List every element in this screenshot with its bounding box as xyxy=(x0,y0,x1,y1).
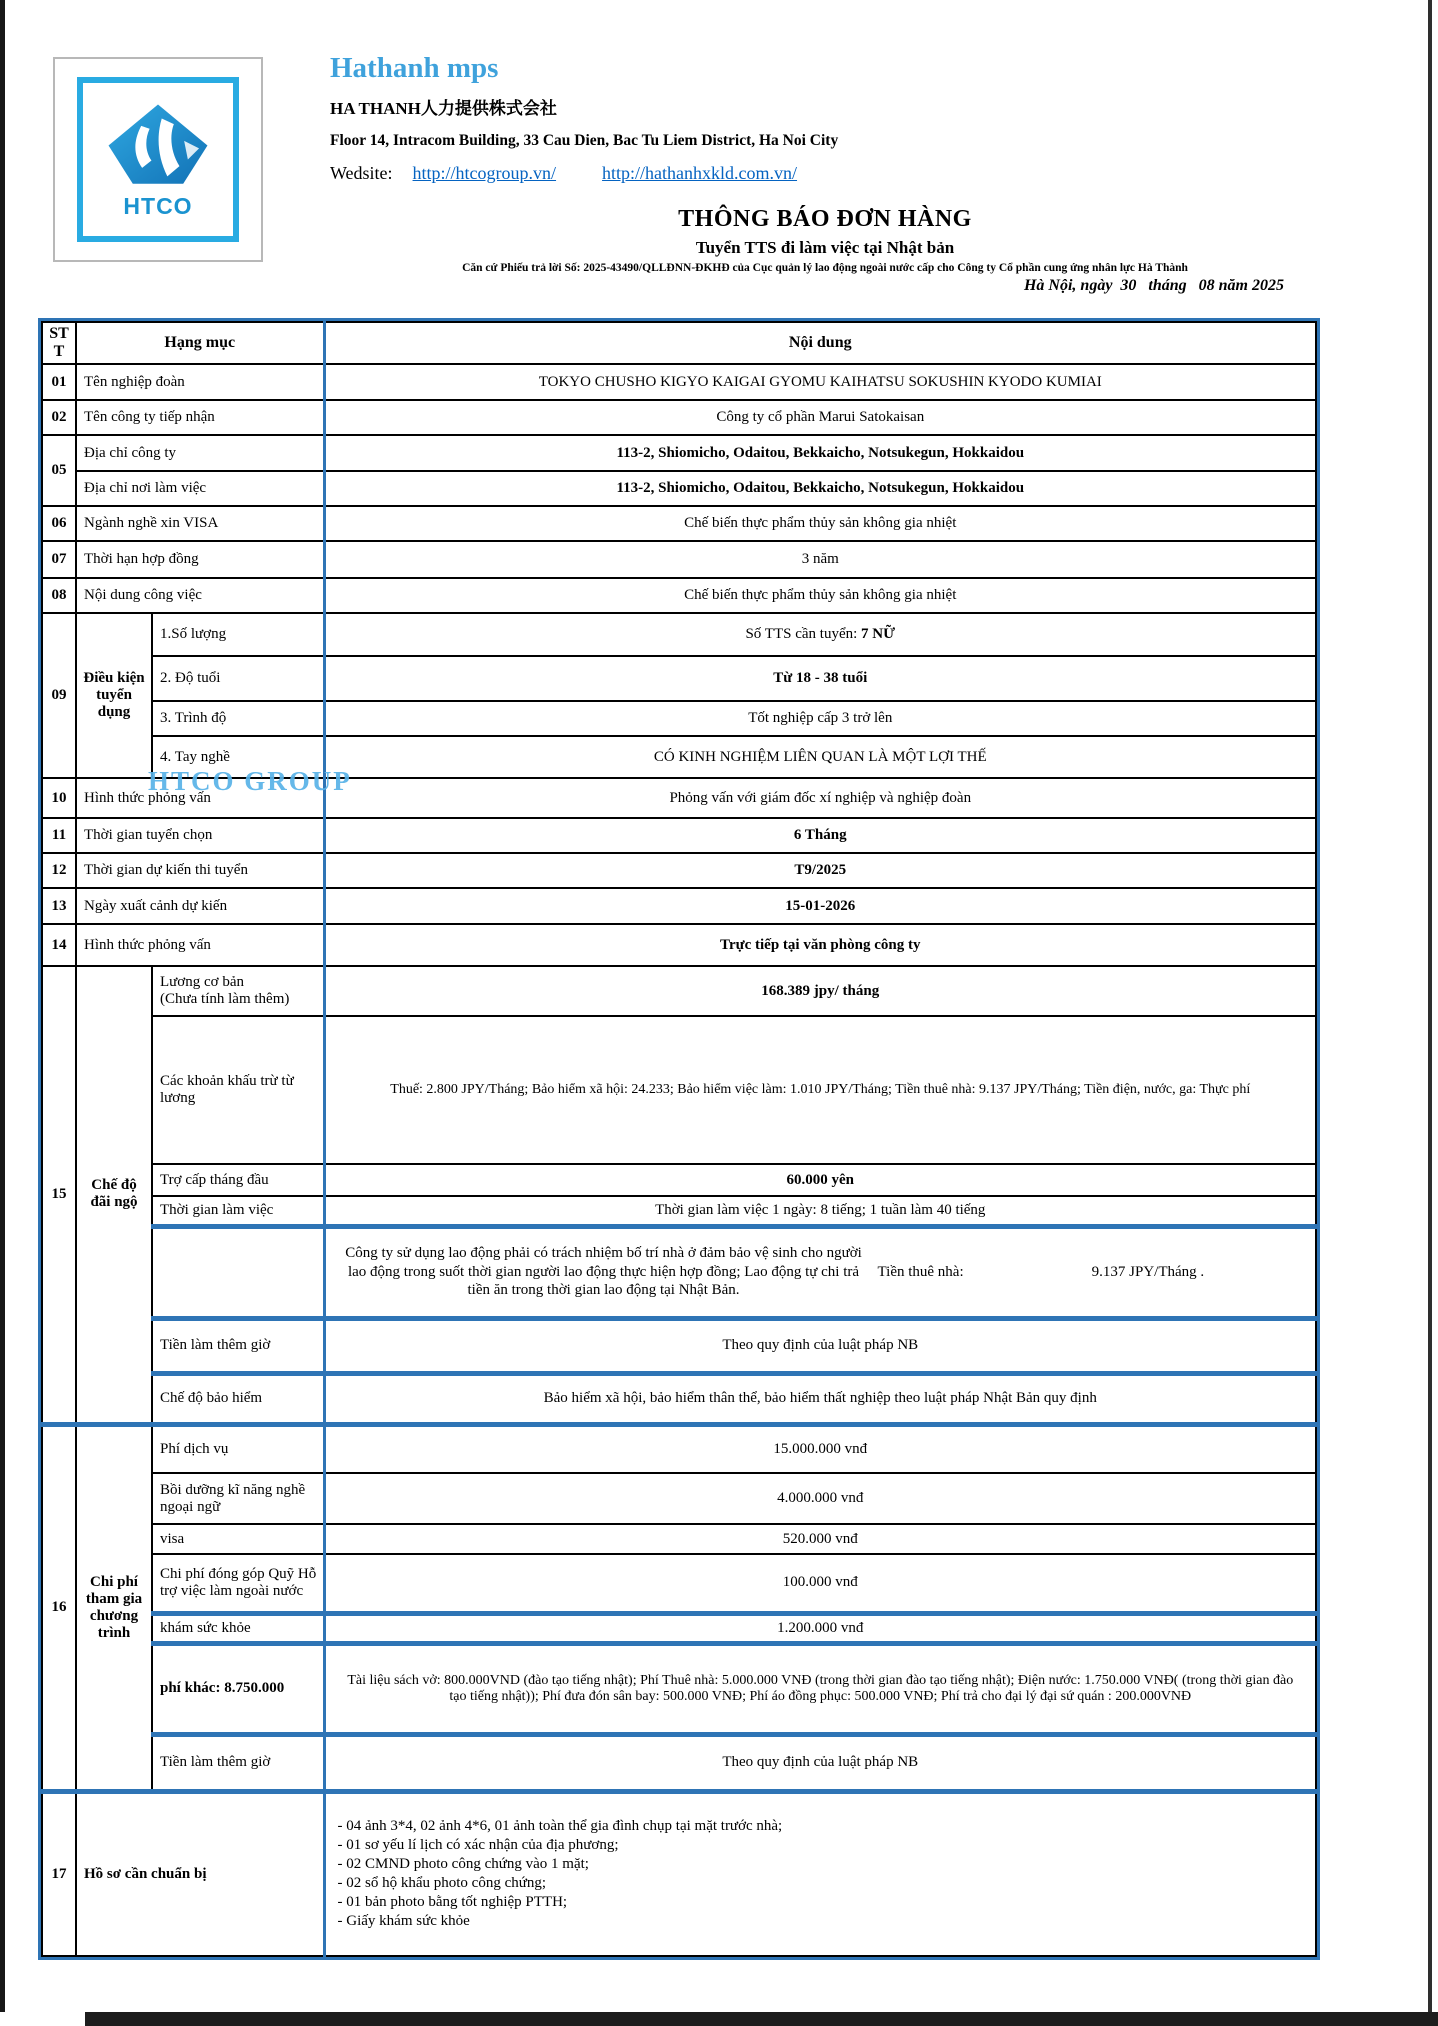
row-label: Ngày xuất cảnh dự kiến xyxy=(76,888,324,924)
table-row xyxy=(42,1643,1316,1734)
row-label: Tên công ty tiếp nhận xyxy=(76,400,324,435)
row-value: Chế biến thực phẩm thủy sản không gia nhiệt xyxy=(324,578,1316,613)
row-label: visa xyxy=(152,1524,324,1554)
list-item: - Giấy khám sức khỏe xyxy=(337,1913,470,1930)
label-line-2: (Chưa tính làm thêm) xyxy=(160,991,290,1007)
list-item: - 04 ảnh 3*4, 02 ảnh 4*6, 01 ảnh toàn thể gia đình chụp tại mặt trước nhà; xyxy=(337,1818,783,1835)
list-item: - 02 CMND photo công chứng vào 1 mặt; xyxy=(337,1856,589,1873)
row-value: Bảo hiểm xã hội, bảo hiểm thân thể, bảo hiểm thất nghiệp theo luật pháp Nhật Bản quy định xyxy=(324,1373,1316,1424)
row-label: Trợ cấp tháng đầu xyxy=(152,1164,324,1196)
page-bottom-bar xyxy=(85,2012,1438,2026)
row-label: Tên nghiệp đoàn xyxy=(76,364,324,400)
group-label: Chi phí tham gia chương trình xyxy=(76,1424,152,1791)
row-label: 3. Trình độ xyxy=(152,701,324,736)
row-value: TOKYO CHUSHO KIGYO KAIGAI GYOMU KAIHATSU SOKUSHIN KYODO KUMIAI xyxy=(324,364,1316,400)
reference-line: Căn cứ Phiếu trả lời Số: 2025-43490/QLLĐNN-ĐKHĐ của Cục quản lý lao động ngoài nước cấp cho Công ty Cổ phần cung ứng nhân lực Hà Thành xyxy=(462,262,1188,274)
row-label: Tiền làm thêm giờ xyxy=(152,1734,324,1791)
website-line xyxy=(330,163,838,184)
row-number: 12 xyxy=(42,853,76,888)
row-value: Từ 18 - 38 tuổi xyxy=(324,656,1316,701)
table-row xyxy=(42,818,1316,853)
row-value: Chế biến thực phẩm thủy sản không gia nhiệt xyxy=(324,506,1316,541)
row-label: 4. Tay nghề xyxy=(152,736,324,778)
row-value: 520.000 vnđ xyxy=(324,1524,1316,1554)
label-line-1: Lương cơ bản xyxy=(160,974,244,990)
row-label: Chi phí đóng góp Quỹ Hỗ trợ việc làm ngoài nước xyxy=(152,1554,324,1613)
table-row xyxy=(42,853,1316,888)
company-header xyxy=(330,54,838,184)
title-block xyxy=(330,206,1320,295)
row-label: khám sức khỏe xyxy=(152,1613,324,1643)
table-row xyxy=(42,1791,1316,1956)
table-row xyxy=(42,778,1316,818)
page-right-edge xyxy=(1428,0,1432,2012)
table-row xyxy=(42,435,1316,471)
date-line: Hà Nội, ngày 30 tháng 08 năm 2025 xyxy=(1023,277,1284,294)
housing-paragraph: Công ty sử dụng lao động phải có trách nhiệm bố trí nhà ở đảm bảo vệ sinh cho người lao động trong suốt thời gian người lao động thực hiện hợp đồng; Lao động tự chi trả tiền ăn trong thời gian lao động tại Nhật Bản. xyxy=(345,1244,862,1299)
row-label: Tiền làm thêm giờ xyxy=(152,1318,324,1373)
row-number: 05 xyxy=(42,435,76,506)
row-label: phí khác: 8.750.000 xyxy=(152,1643,324,1734)
table-row xyxy=(42,1196,1316,1226)
company-name-japanese: HA THANH人力提供株式会社 xyxy=(330,99,557,118)
table-row xyxy=(42,1734,1316,1791)
row-value: 1.200.000 vnđ xyxy=(324,1613,1316,1643)
row-number: 10 xyxy=(42,778,76,818)
row-label xyxy=(152,966,324,1016)
table-row xyxy=(42,364,1316,400)
group-label: Chế độ đãi ngộ xyxy=(76,966,152,1424)
list-item: - 01 bản photo bằng tốt nghiệp PTTH; xyxy=(337,1894,568,1911)
website-link-htcogroup[interactable]: http://htcogroup.vn/ xyxy=(412,163,557,183)
table-row xyxy=(42,541,1316,578)
brand-name: Hathanh mps xyxy=(330,52,499,84)
list-item: - 01 sơ yếu lí lịch có xác nhận của địa phương; xyxy=(337,1837,619,1854)
htco-diamond-icon xyxy=(102,100,214,192)
row-value: Tốt nghiệp cấp 3 trở lên xyxy=(324,701,1316,736)
row-value xyxy=(324,613,1316,656)
table-row xyxy=(42,924,1316,966)
row-label: Thời gian tuyển chọn xyxy=(76,818,324,853)
row-label: Hình thức phỏng vấn xyxy=(76,924,324,966)
table-row xyxy=(42,400,1316,435)
table-row xyxy=(42,1613,1316,1643)
row-label: Ngành nghề xin VISA xyxy=(76,506,324,541)
row-value: 3 năm xyxy=(324,541,1316,578)
row-value: 4.000.000 vnđ xyxy=(324,1473,1316,1524)
table-row xyxy=(42,1473,1316,1524)
table-row xyxy=(42,1524,1316,1554)
row-value: Công ty cổ phần Marui Satokaisan xyxy=(324,400,1316,435)
logo-text: HTCO xyxy=(123,192,193,219)
table-row xyxy=(42,1424,1316,1473)
row-value: 15.000.000 vnđ xyxy=(324,1424,1316,1473)
website-label: Wedsite: xyxy=(330,163,393,183)
rent-label: Tiền thuê nhà: xyxy=(877,1263,964,1280)
row-number: 14 xyxy=(42,924,76,966)
row-label: Nội dung công việc xyxy=(76,578,324,613)
table-row xyxy=(42,1164,1316,1196)
watermark: HTCO GROUP xyxy=(148,766,352,796)
documents-list xyxy=(324,1791,1316,1956)
row-label: Hồ sơ cần chuẩn bị xyxy=(76,1791,324,1956)
document-subtitle: Tuyển TTS đi làm việc tại Nhật bản xyxy=(695,238,955,257)
header-content: Nội dung xyxy=(324,322,1316,364)
company-logo xyxy=(53,57,263,262)
table-row xyxy=(42,966,1316,1016)
row-value: Theo quy định của luật pháp NB xyxy=(324,1734,1316,1791)
header-category: Hạng mục xyxy=(76,322,324,364)
row-value: 100.000 vnđ xyxy=(324,1554,1316,1613)
row-label: 1.Số lượng xyxy=(152,613,324,656)
row-label: Thời gian làm việc xyxy=(152,1196,324,1226)
table-row xyxy=(42,1318,1316,1373)
row-label: Chế độ bảo hiểm xyxy=(152,1373,324,1424)
row-value: 60.000 yên xyxy=(324,1164,1316,1196)
value-highlight: 7 NỮ xyxy=(861,626,896,642)
row-value xyxy=(324,1226,1316,1318)
row-value: 168.389 jpy/ tháng xyxy=(324,966,1316,1016)
row-label: 2. Độ tuổi xyxy=(152,656,324,701)
table-row xyxy=(42,888,1316,924)
rent-value: 9.137 JPY/Tháng . xyxy=(1091,1263,1205,1280)
table-row xyxy=(42,736,1316,778)
logo-frame xyxy=(77,77,239,242)
table-row xyxy=(42,1016,1316,1164)
row-number: 01 xyxy=(42,364,76,400)
table-row xyxy=(42,613,1316,656)
row-number: 02 xyxy=(42,400,76,435)
row-label: Địa chỉ công ty xyxy=(76,435,324,471)
row-label: Các khoản khấu trừ từ lương xyxy=(152,1016,324,1164)
page-left-edge xyxy=(0,0,5,2012)
order-table xyxy=(38,318,1320,1960)
row-number: 06 xyxy=(42,506,76,541)
company-address: Floor 14, Intracom Building, 33 Cau Dien, Bac Tu Liem District, Ha Noi City xyxy=(330,132,839,149)
row-number: 09 xyxy=(42,613,76,778)
row-label: Hình thức phỏng vấn xyxy=(76,778,324,818)
row-value: T9/2025 xyxy=(324,853,1316,888)
table-row xyxy=(42,471,1316,506)
table-row xyxy=(42,506,1316,541)
row-label-empty xyxy=(152,1226,324,1318)
housing-clause xyxy=(330,1244,1311,1300)
row-value: 15-01-2026 xyxy=(324,888,1316,924)
header-stt: STT xyxy=(42,322,76,364)
row-value: Tài liệu sách vở: 800.000VND (đào tạo tiếng nhật); Phí Thuê nhà: 5.000.000 VNĐ (trong thời gian đào tạo tiếng nhật); Điện nước: 1.750.000 VNĐ( (trong thời gian đào tạo tiếng nhật)); Phí đưa đón sân bay: 500.000 VNĐ; Phí áo đồng phục: 500.000 VNĐ; Phí trả cho đại lý đại sứ quán : 200.000VNĐ xyxy=(324,1643,1316,1734)
table-row xyxy=(42,1554,1316,1613)
table-row xyxy=(42,656,1316,701)
row-label: Thời hạn hợp đồng xyxy=(76,541,324,578)
table-row xyxy=(42,1373,1316,1424)
row-value: Thuế: 2.800 JPY/Tháng; Bảo hiểm xã hội: 24.233; Bảo hiểm việc làm: 1.010 JPY/Tháng; Tiền thuê nhà: 9.137 JPY/Tháng; Tiền điện, nước, ga: Thực phí xyxy=(324,1016,1316,1164)
website-link-hathanhxkld[interactable]: http://hathanhxkld.com.vn/ xyxy=(602,163,798,183)
row-value: 113-2, Shiomicho, Odaitou, Bekkaicho, Notsukegun, Hokkaidou xyxy=(324,471,1316,506)
row-number: 15 xyxy=(42,966,76,1424)
row-value: Trực tiếp tại văn phòng công ty xyxy=(324,924,1316,966)
row-number: 07 xyxy=(42,541,76,578)
table-row xyxy=(42,578,1316,613)
row-value: Phỏng vấn với giám đốc xí nghiệp và nghiệp đoàn xyxy=(324,778,1316,818)
row-number: 11 xyxy=(42,818,76,853)
row-number: 13 xyxy=(42,888,76,924)
table-row xyxy=(42,701,1316,736)
row-value: Theo quy định của luật pháp NB xyxy=(324,1318,1316,1373)
list-item: - 02 sổ hộ khẩu photo công chứng; xyxy=(337,1875,547,1892)
row-number: 17 xyxy=(42,1791,76,1956)
row-label: Thời gian dự kiến thi tuyển xyxy=(76,853,324,888)
value-text: Số TTS cần tuyển: xyxy=(745,626,862,642)
row-label: Bồi dưỡng kĩ năng nghề ngoại ngữ xyxy=(152,1473,324,1524)
row-value: 113-2, Shiomicho, Odaitou, Bekkaicho, Notsukegun, Hokkaidou xyxy=(324,435,1316,471)
row-number: 16 xyxy=(42,1424,76,1791)
group-label: Điều kiện tuyển dụng xyxy=(76,613,152,778)
row-label: Phí dịch vụ xyxy=(152,1424,324,1473)
table-header-row xyxy=(42,322,1316,364)
document-title: THÔNG BÁO ĐƠN HÀNG xyxy=(678,206,972,232)
row-value: CÓ KINH NGHIỆM LIÊN QUAN LÀ MỘT LỢI THẾ xyxy=(324,736,1316,778)
row-value: Thời gian làm việc 1 ngày: 8 tiếng; 1 tuần làm 40 tiếng xyxy=(324,1196,1316,1226)
row-label: Địa chỉ nơi làm việc xyxy=(76,471,324,506)
table-row xyxy=(42,1226,1316,1318)
row-number: 08 xyxy=(42,578,76,613)
row-value: 6 Tháng xyxy=(324,818,1316,853)
